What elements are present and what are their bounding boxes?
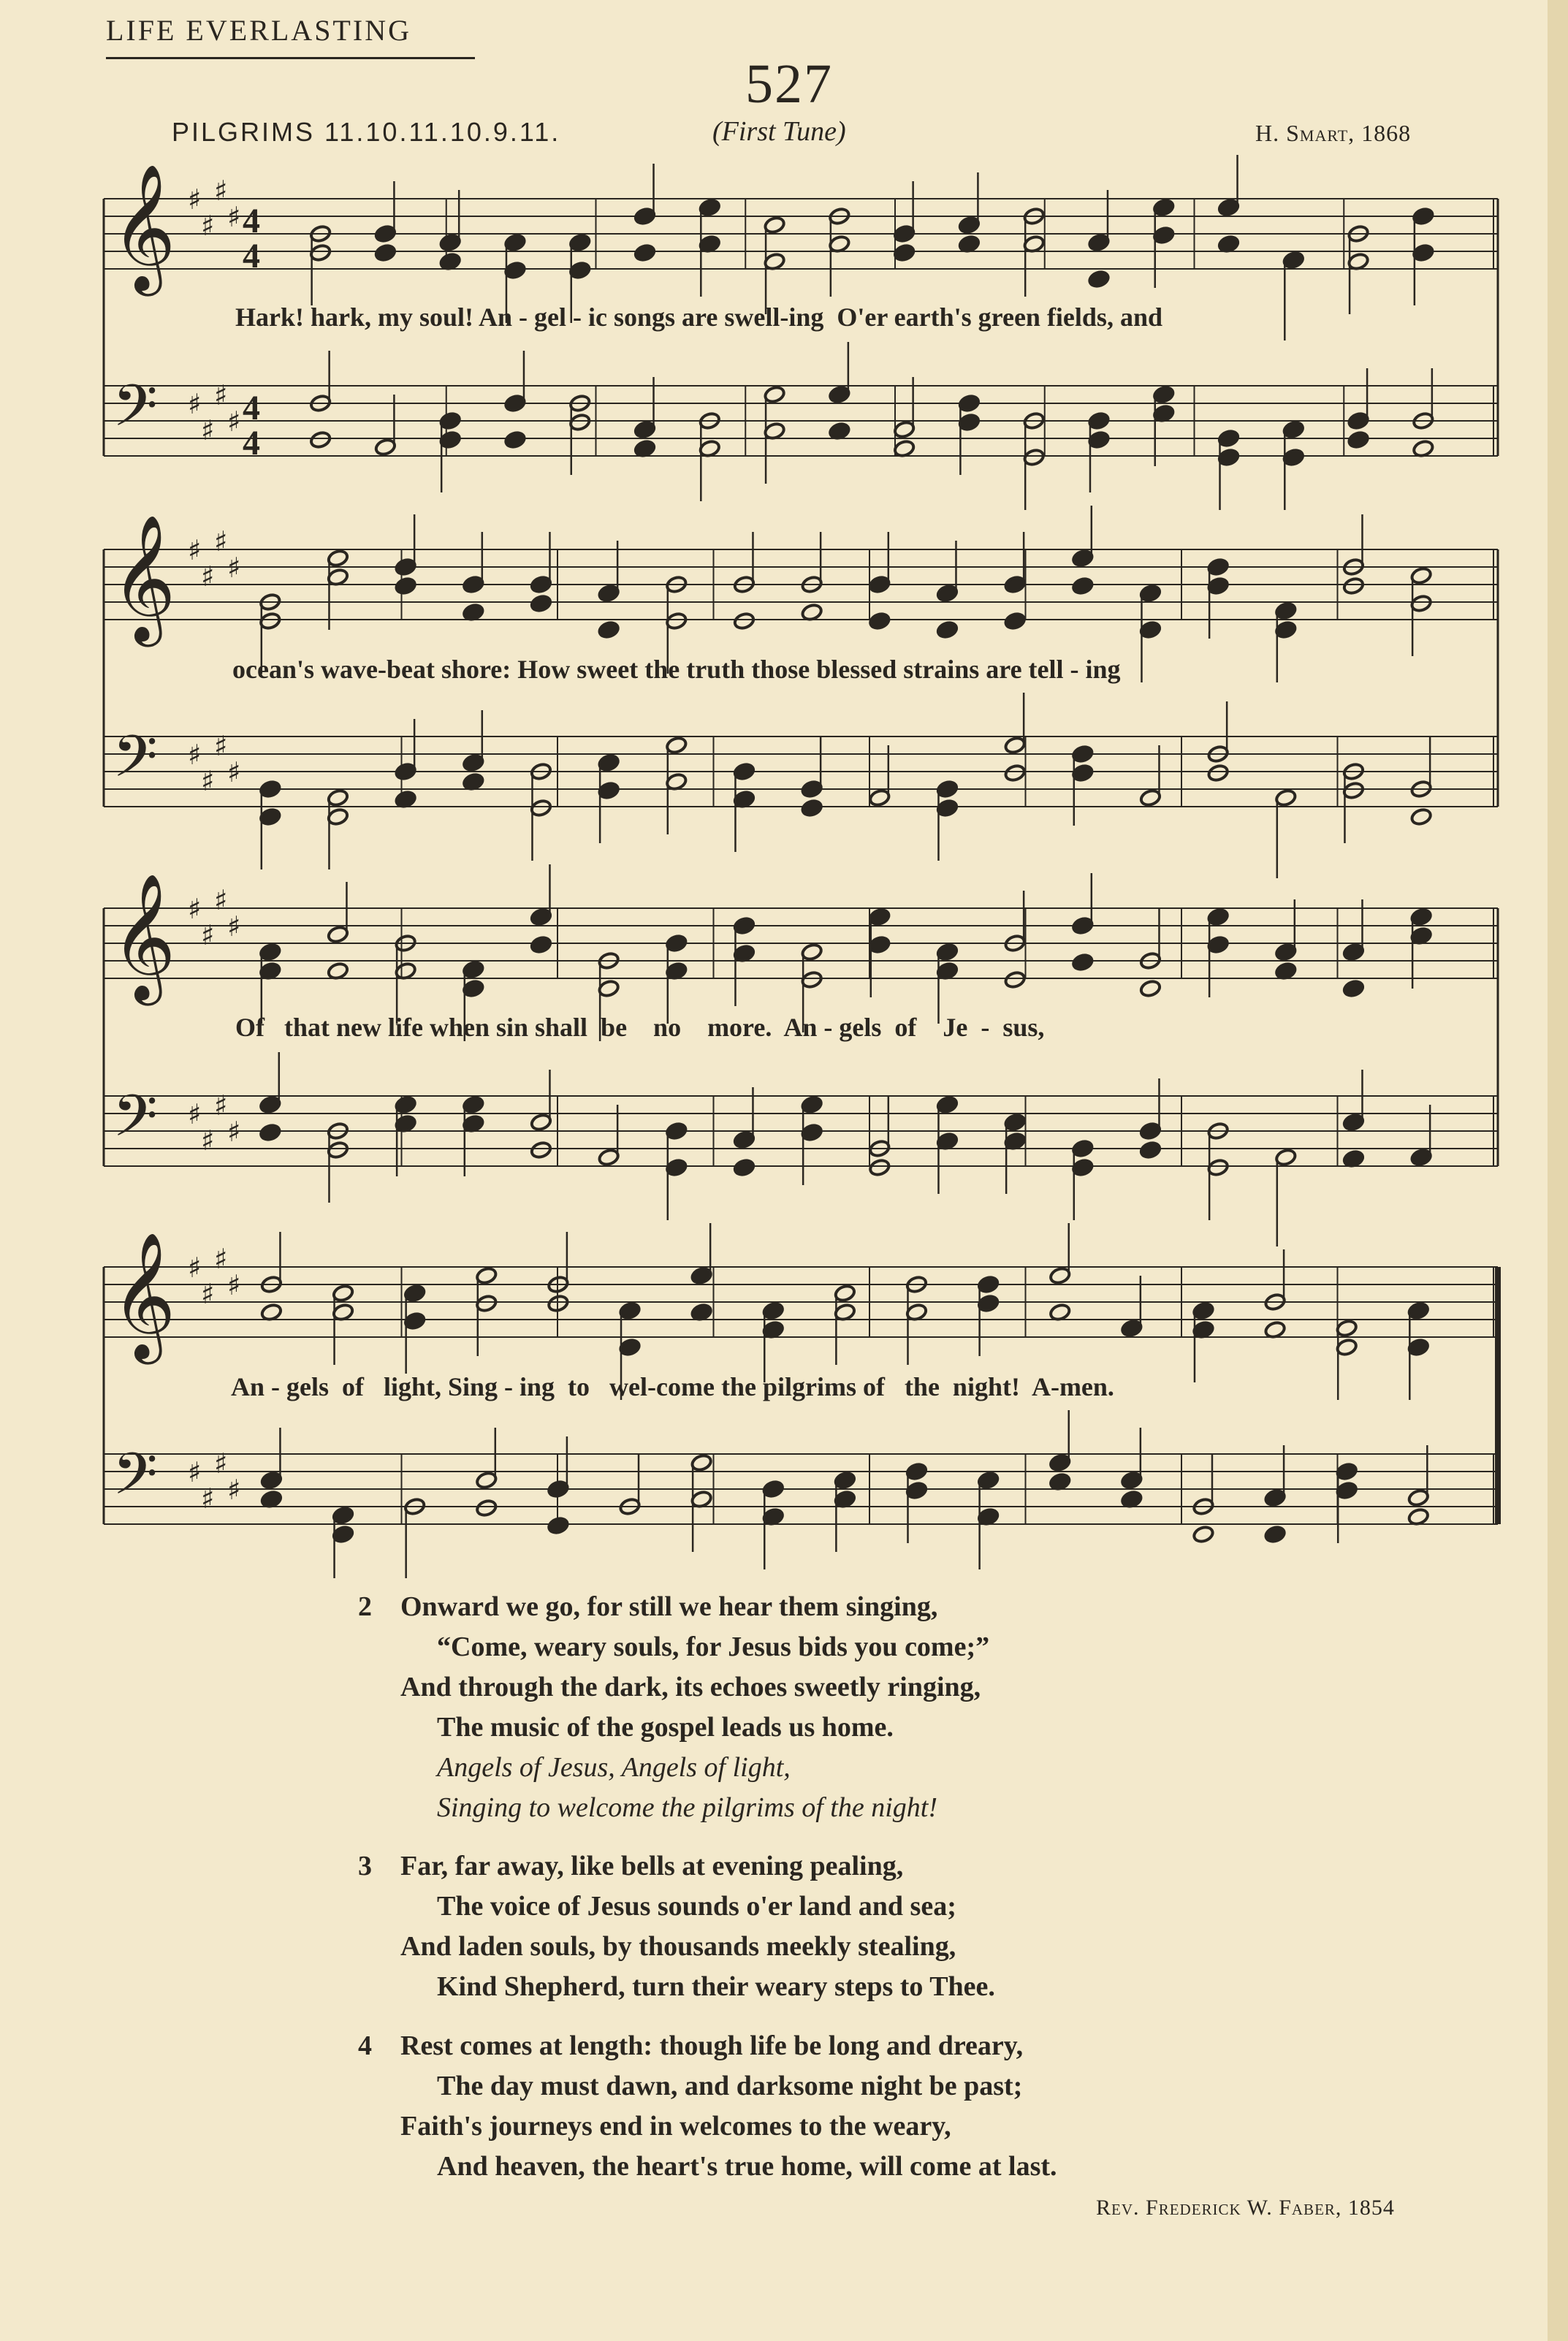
stanza-number: 4	[358, 2030, 372, 2061]
note-head	[958, 216, 981, 235]
note-head	[869, 788, 891, 807]
sharp-sign: ♯	[214, 730, 228, 762]
note-head	[1410, 594, 1433, 613]
note-head	[439, 233, 462, 252]
note-head	[530, 594, 552, 613]
note-head	[1282, 251, 1305, 270]
sharp-sign: ♯	[227, 1116, 241, 1148]
note-head	[530, 1113, 552, 1132]
note-head	[1207, 764, 1230, 783]
stanza-line: The day must dawn, and darksome night be past;	[437, 2071, 1023, 2101]
sharp-sign: ♯	[188, 893, 202, 925]
sharp-sign: ♯	[188, 388, 202, 420]
note-head	[1347, 430, 1370, 449]
lyric-line-1: Hark! hark, my soul! An - gel - ic songs are swell-ing O'er earth's green fields, and	[235, 302, 1162, 332]
note-head	[1342, 943, 1365, 962]
stanza-line: Far, far away, like bells at evening pealing,	[400, 1851, 904, 1881]
note-head	[1139, 620, 1162, 639]
note-head	[327, 788, 349, 807]
note-head	[905, 1481, 928, 1500]
note-head	[733, 916, 756, 935]
note-head	[1275, 601, 1298, 620]
sharp-sign: ♯	[227, 1474, 241, 1506]
note-head	[905, 1462, 928, 1481]
note-head	[1336, 1338, 1358, 1357]
note-head	[977, 1294, 1000, 1313]
note-head	[733, 762, 756, 781]
note-head	[893, 243, 916, 262]
bass-clef: 𝄢	[113, 723, 158, 804]
lyric-line-4: An - gels of light, Sing - ing to wel-come the pilgrims of the night! A-men.	[231, 1372, 1114, 1401]
note-head	[1152, 385, 1175, 404]
hymn-number: 527	[745, 53, 833, 115]
note-head	[1004, 970, 1027, 989]
note-head	[1336, 1462, 1358, 1481]
note-head	[327, 807, 349, 826]
stanza-line: The voice of Jesus sounds o'er land and sea;	[437, 1891, 956, 1922]
note-head	[530, 575, 552, 594]
note-head	[1139, 1141, 1162, 1160]
bass-clef: 𝄢	[113, 1082, 158, 1164]
note-head	[936, 1095, 959, 1114]
note-head	[1412, 243, 1435, 262]
stanza-number: 3	[358, 1851, 372, 1881]
sharp-sign: ♯	[227, 756, 241, 788]
note-head	[1121, 1319, 1143, 1338]
note-head	[893, 420, 916, 439]
stanza-2	[358, 1587, 989, 1828]
section-title: LIFE EVERLASTING	[106, 14, 411, 47]
note-head	[1088, 233, 1111, 252]
note-head	[259, 943, 282, 962]
stanza-line: “Come, weary souls, for Jesus bids you come;”	[437, 1632, 990, 1662]
note-head	[475, 1499, 498, 1518]
note-head	[690, 1453, 713, 1472]
sharp-sign: ♯	[227, 201, 241, 233]
note-head	[1342, 1113, 1365, 1132]
note-head	[690, 1266, 713, 1285]
note-head	[633, 243, 656, 262]
note-head	[1342, 979, 1365, 998]
note-head	[1410, 807, 1433, 826]
note-head	[1139, 979, 1162, 998]
treble-clef: 𝄞	[111, 514, 176, 642]
note-head	[260, 1471, 283, 1490]
stanza-line: Rest comes at length: though life be long and dreary,	[400, 2030, 1024, 2061]
note-head	[1336, 1481, 1358, 1500]
note-head	[1192, 1525, 1215, 1544]
sharp-sign: ♯	[214, 1447, 228, 1480]
sharp-sign: ♯	[201, 919, 215, 951]
note-head	[1207, 935, 1230, 954]
note-head	[327, 549, 349, 568]
note-head	[1207, 1158, 1230, 1177]
stanza-line: And laden souls, by thousands meekly stealing,	[400, 1931, 956, 1962]
stanza-4	[358, 2026, 1057, 2187]
note-head	[869, 612, 891, 631]
note-head	[1088, 430, 1111, 449]
note-head	[1152, 226, 1175, 245]
lyric-line-3: Of that new life when sin shall be no more. An - gels of Je - sus,	[235, 1013, 1045, 1042]
refrain-line: Angels of Jesus, Angels of light,	[437, 1752, 791, 1783]
note-head	[1336, 1319, 1358, 1338]
sharp-sign: ♯	[227, 406, 241, 438]
note-head	[958, 394, 981, 413]
note-head	[504, 261, 527, 280]
note-head	[598, 584, 620, 603]
note-head	[733, 1158, 756, 1177]
note-head	[1192, 1301, 1215, 1320]
note-head	[598, 979, 620, 998]
note-head	[936, 943, 959, 962]
note-head	[463, 1095, 485, 1114]
note-head	[259, 612, 282, 631]
note-head	[1410, 566, 1433, 585]
note-head	[801, 970, 823, 989]
sharp-sign: ♯	[214, 1243, 228, 1275]
tune-name: PILGRIMS 11.10.11.10.9.11.	[172, 117, 561, 147]
note-head	[633, 207, 656, 226]
note-head	[666, 934, 688, 953]
sharp-sign: ♯	[201, 414, 215, 446]
note-head	[936, 584, 959, 603]
note-head	[1342, 576, 1365, 595]
note-head	[332, 1284, 354, 1303]
note-head	[1342, 781, 1365, 800]
note-head	[801, 780, 823, 799]
stanza-line: Kind Shepherd, turn their weary steps to Thee.	[437, 1971, 995, 2002]
note-head	[395, 557, 417, 576]
note-head	[829, 385, 851, 404]
note-head	[463, 979, 485, 998]
note-head	[395, 762, 417, 781]
note-head	[309, 430, 332, 449]
note-head	[332, 1506, 354, 1525]
note-head	[893, 224, 916, 243]
stanza-line: And heaven, the heart's true home, will come at last.	[437, 2151, 1057, 2182]
note-head	[439, 430, 462, 449]
note-head	[666, 612, 688, 631]
treble-clef: 𝄞	[111, 164, 176, 291]
note-head	[1139, 1122, 1162, 1141]
tune-label: (First Tune)	[712, 116, 846, 147]
note-head	[1407, 1488, 1430, 1507]
note-head	[1004, 612, 1027, 631]
note-head	[439, 411, 462, 430]
note-head	[1072, 953, 1095, 972]
note-head	[568, 413, 591, 432]
lyric-line-2: ocean's wave-beat shore: How sweet the truth those blessed strains are tell - ing	[232, 655, 1121, 684]
note-head	[936, 620, 959, 639]
note-head	[598, 781, 620, 800]
note-head	[801, 943, 823, 962]
note-head	[619, 1301, 642, 1320]
stanza-3	[358, 1846, 995, 2007]
bass-clef: 𝄢	[113, 372, 158, 454]
note-head	[530, 907, 552, 926]
note-head	[259, 1095, 282, 1114]
note-head	[834, 1284, 856, 1303]
note-head	[395, 1095, 417, 1114]
note-head	[1412, 207, 1435, 226]
note-head	[475, 1266, 498, 1285]
note-head	[633, 420, 656, 439]
note-head	[1217, 448, 1240, 467]
note-head	[475, 1471, 498, 1490]
note-head	[463, 753, 485, 772]
note-head	[801, 799, 823, 818]
stanza-line: The music of the gospel leads us home.	[437, 1712, 894, 1743]
time-signature: 4	[243, 237, 260, 275]
note-head	[1410, 907, 1433, 926]
note-head	[1072, 1139, 1095, 1158]
note-head	[259, 780, 282, 799]
sharp-sign: ♯	[188, 183, 202, 216]
note-head	[1275, 788, 1298, 807]
note-head	[504, 430, 527, 449]
note-head	[1207, 907, 1230, 926]
sharp-sign: ♯	[201, 1482, 215, 1515]
sharp-sign: ♯	[188, 1252, 202, 1284]
note-head	[259, 1123, 282, 1142]
sharp-sign: ♯	[188, 1456, 202, 1488]
note-head	[869, 935, 891, 954]
note-head	[1275, 620, 1298, 639]
sharp-sign: ♯	[227, 552, 241, 584]
note-head	[374, 438, 397, 457]
sharp-sign: ♯	[201, 765, 215, 797]
composer: H. Smart, 1868	[1255, 120, 1412, 146]
note-head	[1347, 411, 1370, 430]
note-head	[1407, 1338, 1430, 1357]
note-head	[762, 1480, 785, 1499]
note-head	[463, 575, 485, 594]
note-head	[869, 907, 891, 926]
sharp-sign: ♯	[188, 534, 202, 566]
note-head	[977, 1275, 1000, 1294]
note-head	[1121, 1471, 1143, 1490]
note-head	[1217, 429, 1240, 448]
note-head	[1139, 788, 1162, 807]
note-head	[598, 620, 620, 639]
note-head	[568, 233, 591, 252]
note-head	[259, 807, 282, 826]
sharp-sign: ♯	[201, 560, 215, 593]
note-head	[530, 799, 552, 818]
note-head	[1217, 198, 1240, 217]
note-head	[374, 243, 397, 262]
note-head	[1072, 916, 1095, 935]
note-head	[1410, 1148, 1433, 1167]
note-head	[1207, 557, 1230, 576]
note-head	[977, 1471, 1000, 1490]
refrain-line: Singing to welcome the pilgrims of the night!	[437, 1792, 937, 1823]
note-head	[1407, 1301, 1430, 1320]
treble-clef: 𝄞	[111, 873, 176, 1000]
note-head	[1088, 411, 1111, 430]
sharp-sign: ♯	[214, 175, 228, 207]
note-head	[374, 224, 397, 243]
note-head	[958, 413, 981, 432]
note-head	[936, 799, 959, 818]
note-head	[1072, 745, 1095, 764]
sharp-sign: ♯	[201, 210, 215, 242]
note-head	[1264, 1525, 1287, 1544]
time-signature: 4	[243, 202, 260, 240]
sharp-sign: ♯	[214, 525, 228, 557]
stanza-line: Onward we go, for still we hear them singing,	[400, 1591, 938, 1622]
note-head	[801, 1095, 823, 1114]
note-head	[1264, 1488, 1287, 1507]
note-head	[504, 394, 527, 413]
stanza-line: Faith's journeys end in welcomes to the weary,	[400, 2111, 951, 2142]
note-head	[936, 780, 959, 799]
note-head	[834, 1471, 856, 1490]
note-head	[1072, 549, 1095, 568]
note-head	[1139, 584, 1162, 603]
note-head	[327, 925, 349, 944]
note-head	[403, 1312, 426, 1331]
note-head	[1207, 576, 1230, 595]
note-head	[1152, 198, 1175, 217]
note-head	[869, 1158, 891, 1177]
author: Rev. Frederick W. Faber, 1854	[1096, 2196, 1395, 2220]
stanza-number: 2	[358, 1591, 372, 1622]
sharp-sign: ♯	[214, 379, 228, 411]
sharp-sign: ♯	[188, 1098, 202, 1130]
note-head	[1004, 1113, 1027, 1132]
note-head	[666, 1122, 688, 1141]
note-head	[598, 753, 620, 772]
note-head	[1023, 448, 1046, 467]
sharp-sign: ♯	[227, 910, 241, 943]
note-head	[1072, 1158, 1095, 1177]
note-head	[764, 216, 786, 235]
note-head	[568, 261, 591, 280]
note-head	[463, 960, 485, 979]
note-head	[869, 575, 891, 594]
note-head	[332, 1525, 354, 1544]
note-head	[475, 1294, 498, 1313]
note-head	[530, 1141, 552, 1160]
note-head	[619, 1338, 642, 1357]
note-head	[598, 1148, 620, 1167]
time-signature: 4	[243, 424, 260, 463]
note-head	[666, 1158, 688, 1177]
note-head	[1048, 1453, 1071, 1472]
sharp-sign: ♯	[201, 1278, 215, 1310]
stanza-line: And through the dark, its echoes sweetly ringing,	[400, 1672, 981, 1702]
note-head	[1282, 420, 1305, 439]
note-head	[327, 1141, 349, 1160]
sharp-sign: ♯	[227, 1269, 241, 1301]
note-head	[762, 1301, 785, 1320]
sharp-sign: ♯	[214, 884, 228, 916]
note-head	[1275, 1148, 1298, 1167]
note-head	[1048, 1266, 1071, 1285]
sharp-sign: ♯	[201, 1124, 215, 1157]
note-head	[1088, 270, 1111, 289]
note-head	[699, 198, 721, 217]
note-head	[504, 233, 527, 252]
note-head	[395, 576, 417, 595]
sharp-sign: ♯	[214, 1089, 228, 1122]
note-head	[1004, 736, 1027, 755]
note-head	[530, 935, 552, 954]
note-head	[1072, 764, 1095, 783]
note-head	[1275, 943, 1298, 962]
note-head	[801, 1123, 823, 1142]
note-head	[733, 1130, 756, 1149]
treble-clef: 𝄞	[111, 1232, 176, 1359]
note-head	[1004, 575, 1027, 594]
note-head	[1072, 576, 1095, 595]
note-head	[666, 736, 688, 755]
time-signature: 4	[243, 389, 260, 427]
note-head	[733, 612, 756, 631]
note-head	[309, 243, 332, 262]
note-head	[403, 1284, 426, 1303]
note-head	[1282, 448, 1305, 467]
note-head	[764, 385, 786, 404]
note-head	[1004, 764, 1027, 783]
sharp-sign: ♯	[188, 739, 202, 771]
bass-clef: 𝄢	[113, 1440, 158, 1522]
